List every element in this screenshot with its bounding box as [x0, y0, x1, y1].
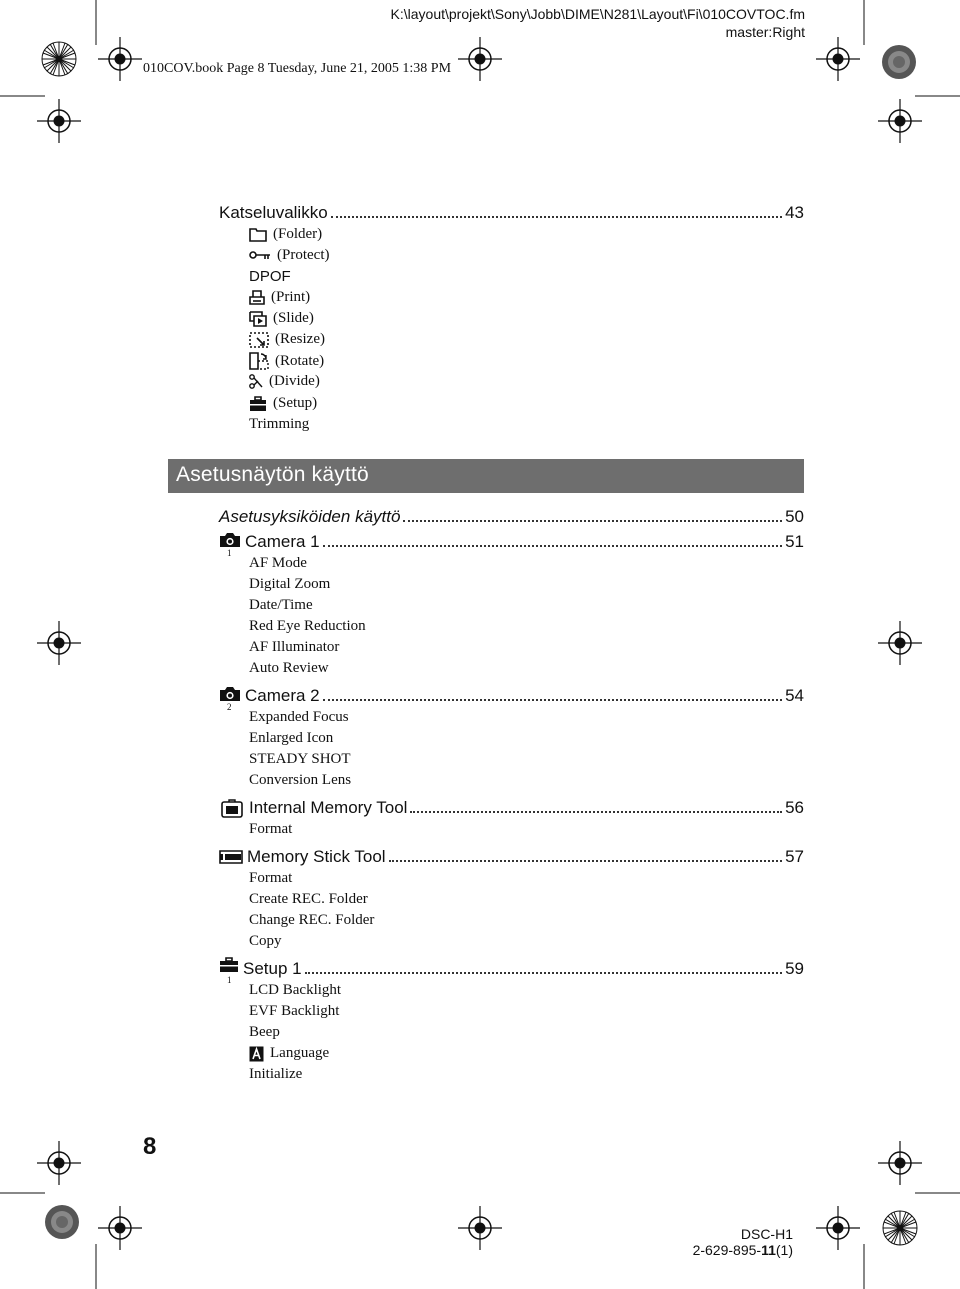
model-name: DSC-H1 [740, 1226, 793, 1242]
camera-icon-number: 1 [227, 548, 232, 558]
list-item: Digital Zoom [249, 576, 331, 592]
list-item: (Folder) [249, 226, 322, 243]
toc-entry-setup-1[interactable] [243, 959, 804, 981]
toc-leader [403, 519, 782, 522]
toc-page: 59 [785, 959, 804, 978]
book-info: 010COV.book Page 8 Tuesday, June 21, 2005 1:38 PM [143, 61, 452, 76]
toc-entry-viewing-menu[interactable] [219, 203, 804, 225]
list-item: AF Illuminator [249, 639, 340, 655]
key-icon [249, 250, 271, 262]
toc-page: 56 [785, 798, 804, 817]
slide-icon [249, 311, 267, 327]
toolbox-icon [219, 957, 239, 975]
resize-icon [249, 332, 269, 348]
toc-title: Katseluvalikko [219, 203, 328, 222]
list-item: (Slide) [249, 310, 314, 327]
toc-leader [305, 971, 782, 974]
list-item: Language [249, 1045, 329, 1062]
toolbox-icon [249, 396, 267, 412]
toc-entry-memory-stick-tool[interactable] [247, 847, 804, 869]
list-item: (Rotate) [249, 352, 324, 370]
toc-title: Camera 2 [245, 686, 320, 705]
toc-leader [331, 215, 782, 218]
list-item: Beep [249, 1024, 280, 1040]
toc-leader [410, 810, 782, 813]
list-item: (Setup) [249, 395, 317, 412]
camera-icon-number: 2 [227, 702, 232, 712]
section-title: Asetusnäytön käyttö [176, 463, 369, 486]
list-item: Trimming [249, 416, 310, 432]
toc-title: Asetusyksiköiden käyttö [219, 507, 401, 526]
list-item: Initialize [249, 1066, 303, 1082]
list-item: Date/Time [249, 597, 313, 613]
list-item: AF Mode [249, 555, 307, 571]
toc-entry-camera-2[interactable] [245, 686, 804, 708]
memory-stick-icon [219, 850, 243, 864]
page-number: 8 [143, 1133, 157, 1160]
list-item: EVF Backlight [249, 1003, 340, 1019]
list-item: DPOF [249, 268, 291, 285]
toc-title: Setup 1 [243, 959, 302, 978]
toc-page: 51 [785, 532, 804, 551]
toc-page: 50 [785, 507, 804, 526]
list-item: Copy [249, 933, 282, 949]
toc-leader [323, 698, 782, 701]
rotate-icon [249, 352, 269, 370]
language-icon [249, 1046, 264, 1062]
toc-entry-internal-memory-tool[interactable] [249, 798, 804, 820]
toc-leader [389, 859, 783, 862]
list-item: Conversion Lens [249, 772, 352, 788]
document-code: 2-629-895-11(1) [692, 1242, 793, 1258]
toc-title: Camera 1 [245, 532, 320, 551]
list-item: LCD Backlight [249, 982, 342, 998]
list-item: Red Eye Reduction [249, 618, 366, 634]
file-path: K:\layout\projekt\Sony\Jobb\DIME\N281\Layout\Fi\010COVTOC.fm [390, 6, 805, 22]
list-item: (Divide) [249, 373, 320, 390]
master-page-label: master:Right [725, 24, 805, 40]
list-item: Expanded Focus [249, 709, 349, 725]
toc-title: Internal Memory Tool [249, 798, 408, 817]
list-item: Format [249, 870, 293, 886]
toc-title: Memory Stick Tool [247, 847, 386, 866]
toc-entry-camera-1[interactable] [245, 532, 804, 554]
toc-page: 57 [785, 847, 804, 866]
internal-memory-icon [221, 799, 243, 819]
list-item: Change REC. Folder [249, 912, 375, 928]
setup-icon-number: 1 [227, 975, 232, 985]
list-item: STEADY SHOT [249, 751, 351, 767]
toc-leader [323, 544, 782, 547]
toc-page: 43 [785, 203, 804, 222]
list-item: Auto Review [249, 660, 329, 676]
folder-icon [249, 227, 267, 242]
toc-entry-setup-items[interactable] [219, 507, 804, 529]
list-item: Enlarged Icon [249, 730, 334, 746]
list-item: Format [249, 821, 293, 837]
list-item: (Print) [249, 289, 310, 306]
print-icon [249, 290, 265, 306]
list-item: (Resize) [249, 331, 325, 348]
toc-page: 54 [785, 686, 804, 705]
scissors-icon [249, 374, 263, 390]
list-item: (Protect) [249, 247, 329, 264]
list-item: Create REC. Folder [249, 891, 368, 907]
